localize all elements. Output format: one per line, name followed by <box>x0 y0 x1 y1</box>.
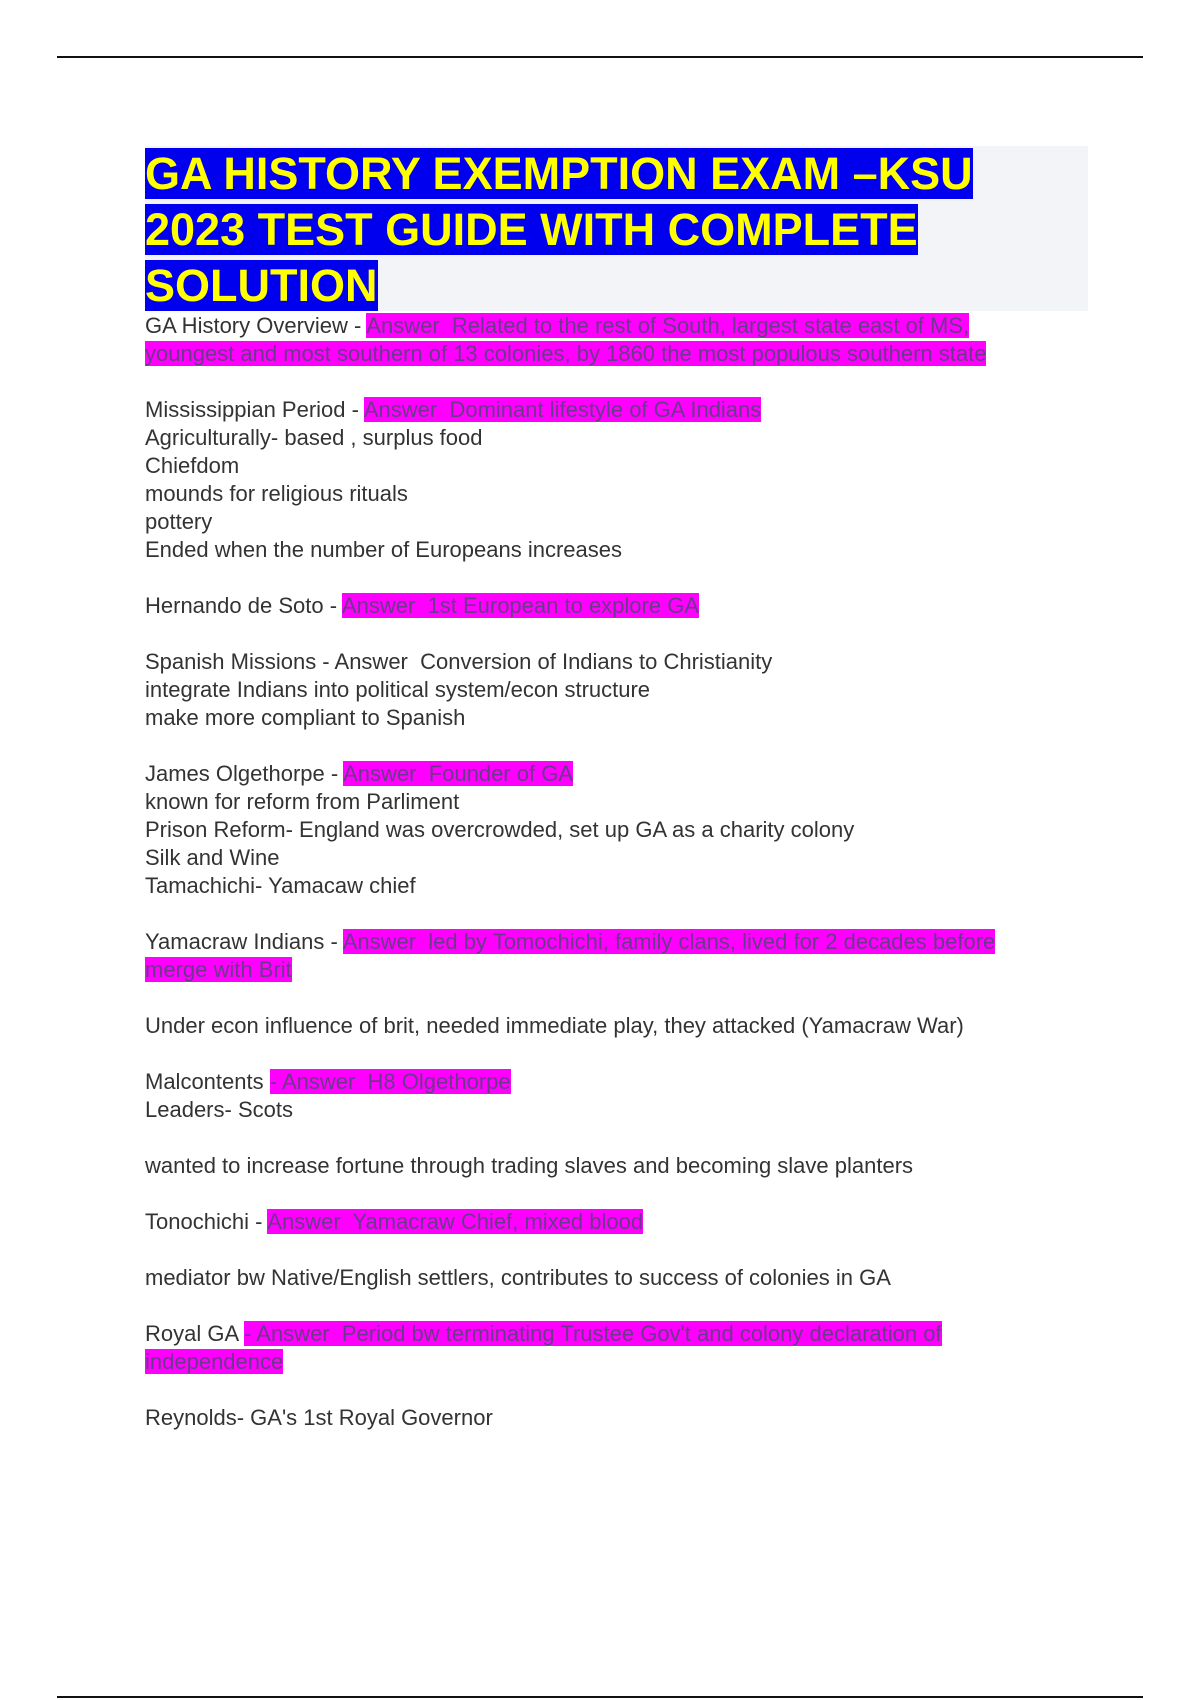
entry-text: make more compliant to Spanish <box>145 705 466 730</box>
entry-line <box>145 1264 1095 1292</box>
highlighted-answer: youngest and most southern of 13 colonies, by 1860 the most populous southern state <box>145 341 987 366</box>
entry-line <box>145 872 1095 900</box>
entry-line <box>145 760 1095 788</box>
entry-line <box>145 1068 1095 1096</box>
entry-line <box>145 928 1095 956</box>
qa-entry <box>145 1208 1095 1236</box>
entry-line <box>145 1404 1095 1432</box>
highlighted-answer: - Answer Period bw terminating Trustee Gov't and colony declaration of <box>244 1321 942 1346</box>
entry-line <box>145 956 1095 984</box>
entry-text: Hernando de Soto - <box>145 593 342 618</box>
entry-line <box>145 1208 1095 1236</box>
entry-text: known for reform from Parliment <box>145 789 460 814</box>
entry-line <box>145 704 1095 732</box>
entry-text: Tamachichi- Yamacaw chief <box>145 873 416 898</box>
entry-line <box>145 676 1095 704</box>
highlighted-answer: independence <box>145 1349 284 1374</box>
entry-line <box>145 508 1095 536</box>
entry-text: integrate Indians into political system/econ structure <box>145 677 651 702</box>
entry-text: wanted to increase fortune through trading slaves and becoming slave planters <box>145 1153 914 1178</box>
highlighted-answer: merge with Brit <box>145 957 292 982</box>
entry-text: Yamacraw Indians - <box>145 929 343 954</box>
entry-text: GA History Overview - <box>145 313 367 338</box>
entry-text: Tonochichi - <box>145 1209 268 1234</box>
entry-line <box>145 788 1095 816</box>
entry-text: pottery <box>145 509 213 534</box>
qa-entry <box>145 1404 1095 1432</box>
entry-line <box>145 1320 1095 1348</box>
entry-line <box>145 1152 1095 1180</box>
qa-entry <box>145 648 1095 732</box>
qa-entry <box>145 1012 1095 1040</box>
qa-entry <box>145 396 1095 564</box>
entry-line <box>145 340 1095 368</box>
qa-entry <box>145 928 1095 984</box>
entry-text: Reynolds- GA's 1st Royal Governor <box>145 1405 493 1430</box>
entry-text: mediator bw Native/English settlers, contributes to success of colonies in GA <box>145 1265 891 1290</box>
qa-entry <box>145 1264 1095 1292</box>
entry-text: Silk and Wine <box>145 845 280 870</box>
entry-text: Leaders- Scots <box>145 1097 293 1122</box>
qa-entry <box>145 1320 1095 1376</box>
entry-line <box>145 536 1095 564</box>
document-title <box>145 146 1088 314</box>
qa-entry <box>145 592 1095 620</box>
entry-line <box>145 844 1095 872</box>
entry-text: Prison Reform- England was overcrowded, set up GA as a charity colony <box>145 817 855 842</box>
highlighted-answer: Answer Yamacraw Chief, mixed blood <box>267 1209 644 1234</box>
bottom-rule <box>57 1696 1143 1698</box>
qa-entry <box>145 1152 1095 1180</box>
entry-line <box>145 1096 1095 1124</box>
entry-line <box>145 452 1095 480</box>
highlighted-answer: Answer Related to the rest of South, largest state east of MS, <box>366 313 970 338</box>
top-rule <box>57 56 1143 58</box>
entry-line <box>145 312 1095 340</box>
highlighted-answer: Answer Founder of GA <box>343 761 573 786</box>
entry-text: Spanish Missions - Answer Conversion of Indians to Christianity <box>145 649 773 674</box>
highlighted-answer: Answer 1st European to explore GA <box>341 593 700 618</box>
title-line-2: 2023 TEST GUIDE WITH COMPLETE <box>145 204 918 255</box>
entry-text: Royal GA <box>145 1321 245 1346</box>
entry-text: Chiefdom <box>145 453 240 478</box>
entry-text: James Olgethorpe - <box>145 761 344 786</box>
entry-line <box>145 1012 1095 1040</box>
entry-text: Mississippian Period - <box>145 397 364 422</box>
title-line-3: SOLUTION <box>145 260 378 311</box>
entry-line <box>145 396 1095 424</box>
entry-line <box>145 816 1095 844</box>
entry-text: Ended when the number of Europeans increases <box>145 537 622 562</box>
title-line-1: GA HISTORY EXEMPTION EXAM –KSU <box>145 148 973 199</box>
highlighted-answer: Answer led by Tomochichi, family clans, lived for 2 decades before <box>342 929 996 954</box>
entry-line <box>145 480 1095 508</box>
entry-line <box>145 424 1095 452</box>
highlighted-answer: Answer Dominant lifestyle of GA Indians <box>363 397 762 422</box>
entry-text: Under econ influence of brit, needed immediate play, they attacked (Yamacraw War) <box>145 1013 964 1038</box>
qa-entry <box>145 1068 1095 1124</box>
qa-entry <box>145 760 1095 900</box>
qa-entry <box>145 312 1095 368</box>
entry-line <box>145 648 1095 676</box>
highlighted-answer: - Answer H8 Olgethorpe <box>269 1069 511 1094</box>
title-block <box>145 146 1088 311</box>
entry-line <box>145 592 1095 620</box>
entry-line <box>145 1348 1095 1376</box>
study-guide-content <box>145 312 1095 1460</box>
entry-text: Agriculturally- based , surplus food <box>145 425 483 450</box>
entry-text: Malcontents <box>145 1069 270 1094</box>
entry-text: mounds for religious rituals <box>145 481 408 506</box>
